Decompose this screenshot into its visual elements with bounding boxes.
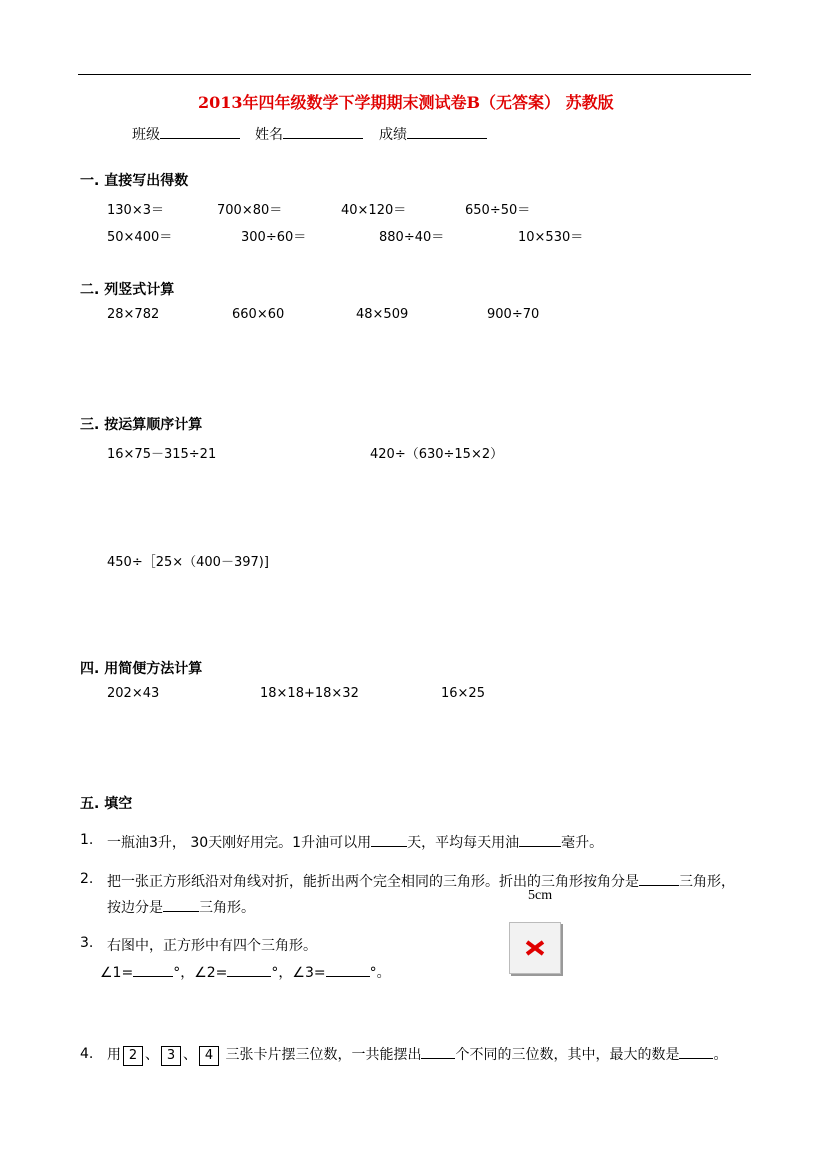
class-field: 班级	[132, 124, 240, 144]
exercise: 202×43	[107, 686, 160, 701]
question-3-line-1: 右图中，正方形中有四个三角形。	[107, 938, 317, 954]
answer-blank[interactable]	[326, 962, 370, 977]
exercise: 660×60	[232, 307, 285, 322]
section-1-heading: 一. 直接写出得数	[80, 173, 189, 189]
section-5-heading: 五. 填空	[80, 796, 133, 812]
question-2-line-2: 按边分是 三角形。	[107, 897, 255, 917]
exercise: 28×782	[107, 307, 160, 322]
exercise: 650÷50＝	[465, 203, 531, 218]
answer-blank[interactable]	[421, 1044, 455, 1059]
class-blank[interactable]	[160, 124, 240, 139]
answer-blank[interactable]	[371, 832, 407, 847]
exercise: 50×400＝	[107, 230, 173, 245]
answer-blank[interactable]	[639, 871, 679, 886]
question-2-line-1: 把一张正方形纸沿对角线对折，能折出两个完全相同的三角形。折出的三角形按角分是 三角形，	[107, 871, 735, 891]
answer-blank[interactable]	[519, 832, 561, 847]
section-2-heading: 二. 列竖式计算	[80, 282, 175, 298]
exercise: 300÷60＝	[241, 230, 307, 245]
question-4: 用 2 、 3 、 4 三张卡片摆三位数，一共能摆出 个不同的三位数，其中，最大的数是 。	[107, 1044, 727, 1066]
name-field: 姓名	[255, 124, 363, 144]
question-number: 1.	[80, 832, 94, 848]
answer-blank[interactable]	[679, 1044, 713, 1059]
exercise: 900÷70	[487, 307, 540, 322]
top-rule	[78, 74, 751, 75]
digit-card: 3	[161, 1046, 181, 1066]
question-number: 2.	[80, 871, 94, 887]
question-3-line-2: ∠1= °，∠2= °，∠3= °。	[100, 962, 391, 982]
question-1: 一瓶油3升， 30天刚好用完。1升油可以用 天，平均每天用油 毫升。	[107, 832, 603, 852]
exercise: 16×75－315÷21	[107, 447, 217, 462]
score-field: 成绩	[379, 124, 487, 144]
exercise: 420÷（630÷15×2）	[370, 447, 504, 462]
question-number: 3.	[80, 935, 94, 951]
exercise: 880÷40＝	[379, 230, 445, 245]
answer-blank[interactable]	[133, 962, 173, 977]
exercise: 18×18+18×32	[260, 686, 359, 701]
broken-image-icon	[509, 922, 561, 974]
question-number: 4.	[80, 1046, 94, 1062]
section-3-heading: 三. 按运算顺序计算	[80, 417, 203, 433]
answer-blank[interactable]	[163, 897, 199, 912]
exercise: 130×3＝	[107, 203, 164, 218]
digit-card: 4	[199, 1046, 219, 1066]
image-label: 5cm	[528, 888, 553, 903]
page-title: 2013年四年级数学下学期期末测试卷B（无答案） 苏教版	[198, 93, 614, 112]
exercise: 700×80＝	[217, 203, 283, 218]
digit-card: 2	[123, 1046, 143, 1066]
exercise: 10×530＝	[518, 230, 584, 245]
exercise: 40×120＝	[341, 203, 407, 218]
answer-blank[interactable]	[227, 962, 271, 977]
score-blank[interactable]	[407, 124, 487, 139]
exercise: 16×25	[441, 686, 485, 701]
exercise: 48×509	[356, 307, 409, 322]
exercise: 450÷［25×（400－397)]	[107, 555, 269, 570]
section-4-heading: 四. 用简便方法计算	[80, 661, 203, 677]
name-blank[interactable]	[283, 124, 363, 139]
